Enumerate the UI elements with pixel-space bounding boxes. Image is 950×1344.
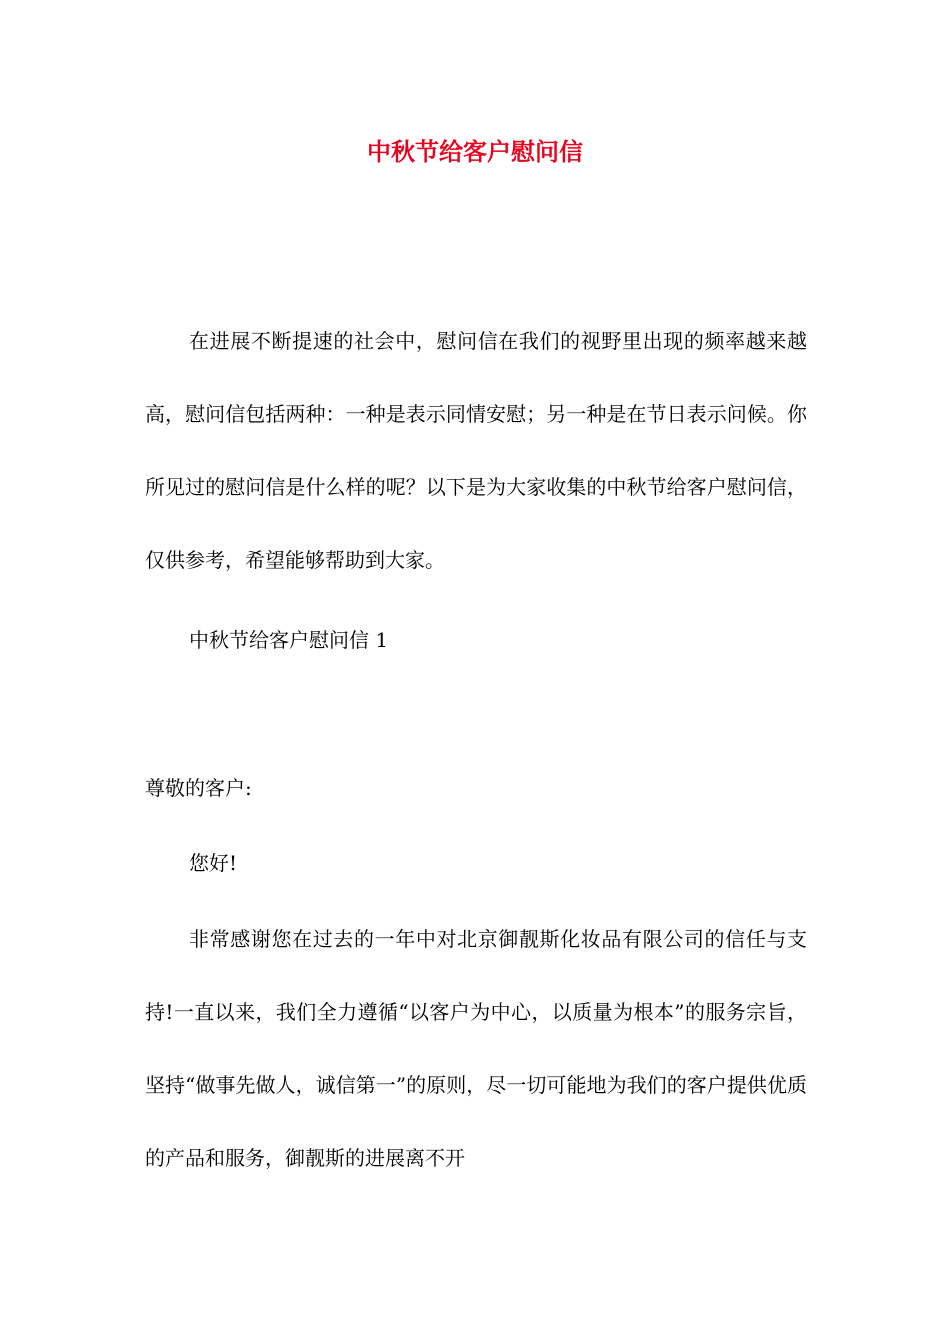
- salutation: 尊敬的客户:: [145, 776, 252, 800]
- greeting: 您好!: [189, 851, 238, 875]
- document-title: 中秋节给客户慰问信: [367, 137, 583, 166]
- section-heading: 中秋节给客户慰问信 1: [189, 628, 389, 652]
- intro-paragraph: 在进展不断提速的社会中，慰问信在我们的视野里出现的频率越来越高，慰问信包括两种：一种是表示同情安慰；另一种是在节日表示问候。你所见过的慰问信是什么样的呢？以下是为大家收集的中秋节给客户慰问信，仅供参考，希望能够帮助到大家。: [145, 329, 807, 572]
- body-paragraph: 非常感谢您在过去的一年中对北京御靓斯化妆品有限公司的信任与支持!一直以来，我们全力遵循“以客户为中心，以质量为根本”的服务宗旨，坚持“做事先做人，诚信第一”的原则，尽一切可能地为我们的客户提供优质的产品和服务，御靓斯的进展离不开: [145, 927, 807, 1170]
